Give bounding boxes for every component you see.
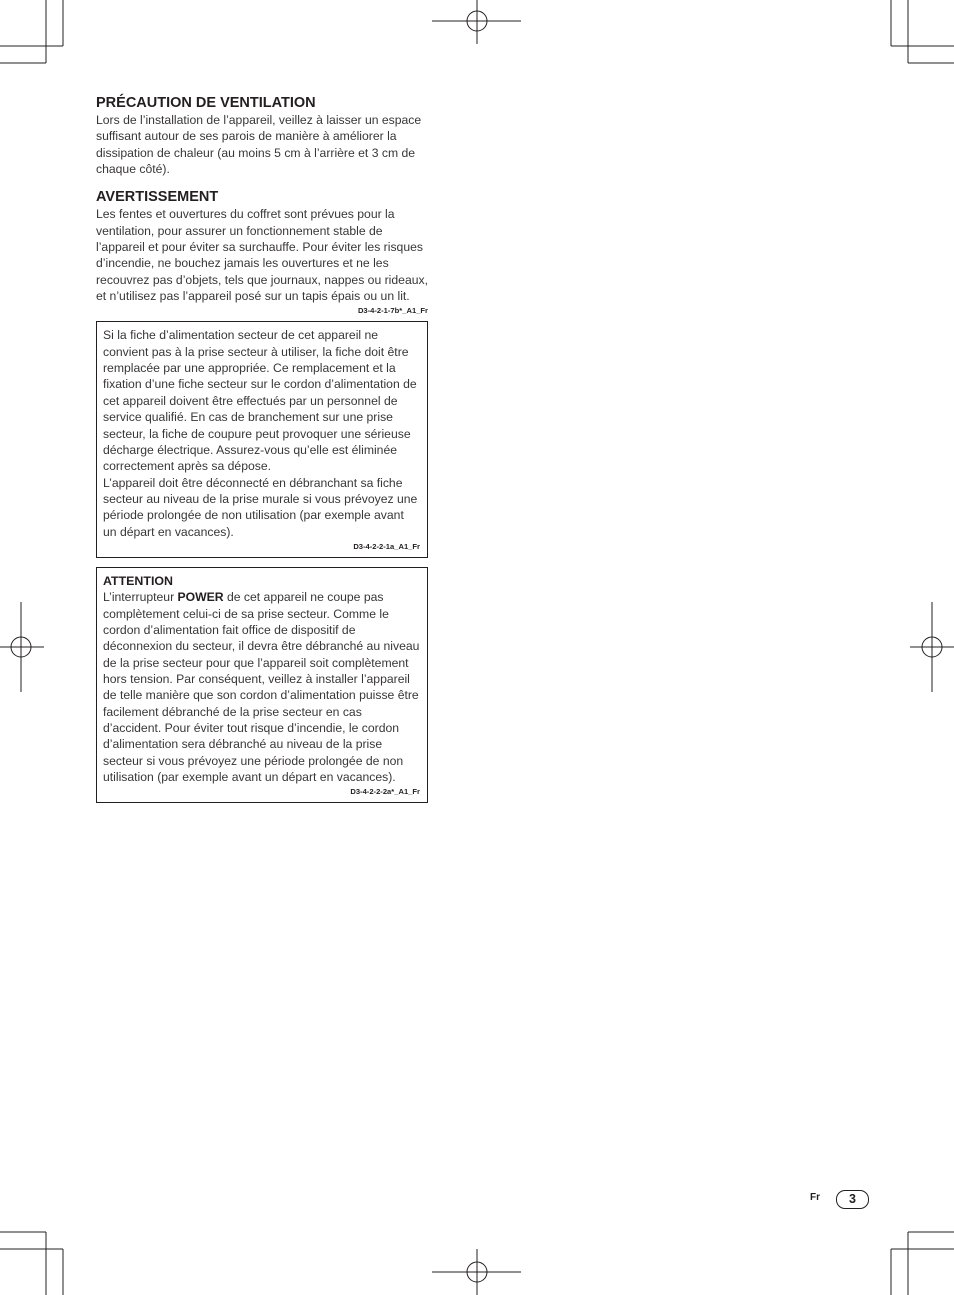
- power-label: POWER: [177, 590, 224, 605]
- warning-title: AVERTISSEMENT: [96, 189, 219, 206]
- attention-text: [103, 589, 420, 785]
- ventilation-title: PRÉCAUTION DE VENTILATION: [96, 95, 316, 111]
- attention-lead: L’interrupteur: [103, 590, 178, 605]
- ventilation-section: [96, 94, 428, 177]
- attention-body: de cet appareil ne coupe pas complètement celui-ci de sa prise secteur. Comme le cordon d’alimentation fait office de dispositif de déconnexion du secteur, il devra être débranché au niveau de la prise secteur pour que l’appareil soit complètement hors tension. Par conséquent, veillez à installer l’appareil de telle manière que son cordon d’alimentation puisse être facilement débranché de la prise secteur en cas d’accident. Pour éviter tout risque d’incendie, le cordon d’alimentation sera débranché au niveau de la prise secteur si vous prévoyez une période prolongée de non utilisation (par exemple avant un départ en vacances).: [103, 590, 420, 785]
- plug-disconnect-text: L’appareil doit être déconnecté en débranchant sa fiche secteur au niveau de la prise murale si vous prévoyez une période prolongée de non utilisation (par exemple avant un départ en vacances).: [103, 475, 418, 539]
- ventilation-text: Lors de l’installation de l’appareil, veillez à laisser un espace suffisant autour de ses parois de manière à améliorer la dissipation de chaleur (au moins 5 cm à l’arrière et 3 cm de chaque côté).: [96, 113, 422, 177]
- warning-section: [96, 188, 428, 316]
- attention-box: [96, 567, 428, 803]
- plug-notice-box: [96, 321, 428, 557]
- safety-column: [96, 94, 428, 803]
- attention-code: D3-4-2-2-2a*_A1_Fr: [350, 787, 420, 797]
- language-label: Fr: [810, 1192, 820, 1203]
- attention-title: ATTENTION: [103, 573, 173, 588]
- plug-notice-code: D3-4-2-2-1a_A1_Fr: [353, 541, 420, 551]
- warning-text: Les fentes et ouvertures du coffret sont prévues pour la ventilation, pour assurer un fonctionnement stable de l’appareil et pour éviter sa surchauffe. Pour éviter les risques d’incendie, ne bouchez jamais les ouvertures et ne les recouvrez pas d’objets, tels que journaux, nappes ou rideaux, et n’utilisez pas l’appareil posé sur un tapis épais ou un lit.: [96, 207, 428, 304]
- warning-code: D3-4-2-1-7b*_A1_Fr: [357, 306, 428, 316]
- page-number: 3: [836, 1190, 869, 1209]
- plug-notice-text: Si la fiche d’alimentation secteur de cet appareil ne convient pas à la prise secteur à utiliser, la fiche doit être remplacée par une appropriée. Ce remplacement et la fixation d’une fiche secteur sur le cordon d’alimentation de cet appareil doivent être effectués par un personnel de service qualifié. En cas de branchement sur une prise secteur, la fiche de coupure peut provoquer une sérieuse décharge électrique. Assurez-vous qu’elle est éliminée correctement après sa dépose.: [103, 328, 417, 474]
